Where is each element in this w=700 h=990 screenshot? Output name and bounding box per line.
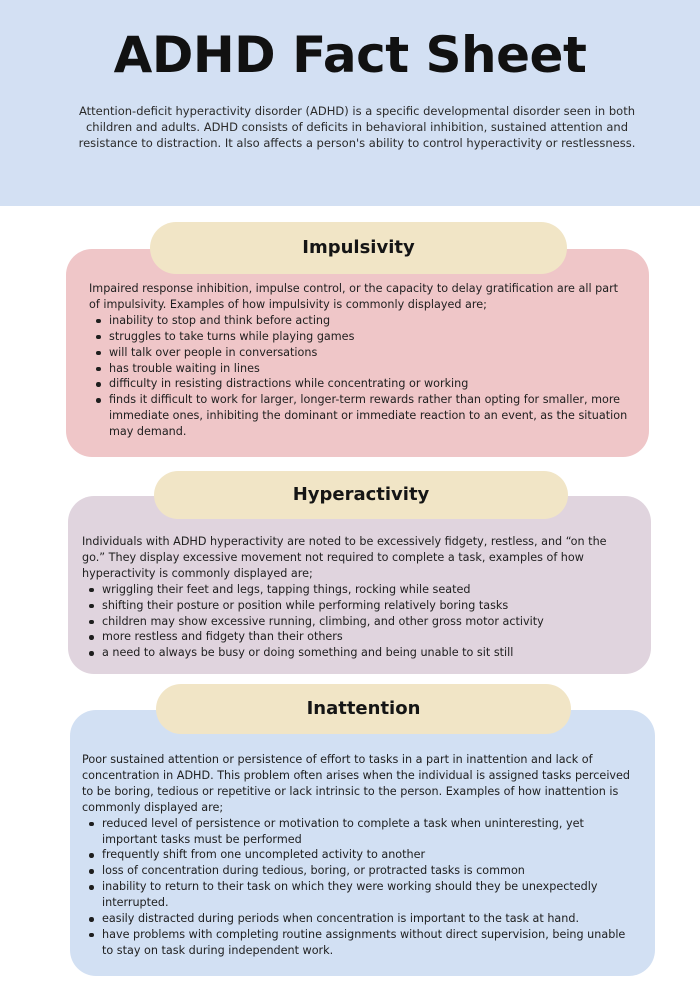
list-item: a need to always be busy or doing something and being unable to sit still: [82, 645, 633, 661]
list-item: easily distracted during periods when concentration is important to the task at hand.: [82, 911, 637, 927]
list-item: struggles to take turns while playing games: [89, 329, 631, 345]
header-banner: [0, 0, 700, 206]
list-item: will talk over people in conversations: [89, 345, 631, 361]
inattention-card: [70, 710, 655, 976]
list-item: shifting their posture or position while performing relatively boring tasks: [82, 598, 633, 614]
list-item: has trouble waiting in lines: [89, 361, 631, 377]
list-item: inability to return to their task on which they were working should they be unexpectedly interrupted.: [82, 879, 637, 911]
impulsivity-list: [89, 313, 631, 440]
impulsivity-heading: Impulsivity: [150, 222, 567, 274]
hyperactivity-list: [82, 582, 633, 662]
list-item: children may show excessive running, climbing, and other gross motor activity: [82, 614, 633, 630]
list-item: more restless and fidgety than their others: [82, 629, 633, 645]
impulsivity-intro: Impaired response inhibition, impulse control, or the capacity to delay gratification are all part of impulsivity. Examples of how impulsivity is commonly displayed are;: [89, 282, 619, 311]
impulsivity-card: [66, 249, 649, 457]
list-item: inability to stop and think before acting: [89, 313, 631, 329]
list-item: frequently shift from one uncompleted activity to another: [82, 847, 637, 863]
list-item: loss of concentration during tedious, boring, or protracted tasks is common: [82, 863, 637, 879]
hyperactivity-heading: Hyperactivity: [154, 471, 568, 519]
list-item: reduced level of persistence or motivation to complete a task when uninteresting, yet important tasks must be performed: [82, 816, 637, 848]
hyperactivity-intro: Individuals with ADHD hyperactivity are noted to be excessively fidgety, restless, and “on the go.” They display excessive movement not required to complete a task, examples of how hyperactivity is commonly displayed are;: [82, 535, 607, 580]
inattention-list: [82, 816, 637, 959]
hyperactivity-card: [68, 496, 651, 674]
intro-paragraph: Attention-deficit hyperactivity disorder (ADHD) is a specific developmental disorder seen in both children and adults. ADHD consists of deficits in behavioral inhibition, sustained attention and resistance to distraction. It also affects a person's ability to control hyperactivity or restlessness.: [78, 104, 636, 150]
page-title: ADHD Fact Sheet: [113, 26, 587, 84]
list-item: have problems with completing routine assignments without direct supervision, being unable to stay on task during independent work.: [82, 927, 637, 959]
list-item: wriggling their feet and legs, tapping things, rocking while seated: [82, 582, 633, 598]
inattention-intro: Poor sustained attention or persistence of effort to tasks in a part in inattention and lack of concentration in ADHD. This problem often arises when the individual is assigned tasks perceived to be boring, tedious or repetitive or lack intrinsic to the person. Examples of how inattention is commonly displayed are;: [82, 753, 631, 814]
list-item: difficulty in resisting distractions while concentrating or working: [89, 376, 631, 392]
list-item: finds it difficult to work for larger, longer-term rewards rather than opting for smaller, more immediate ones, inhibiting the dominant or immediate reaction to an event, as the situation may demand.: [89, 392, 631, 440]
inattention-heading: Inattention: [156, 684, 571, 734]
